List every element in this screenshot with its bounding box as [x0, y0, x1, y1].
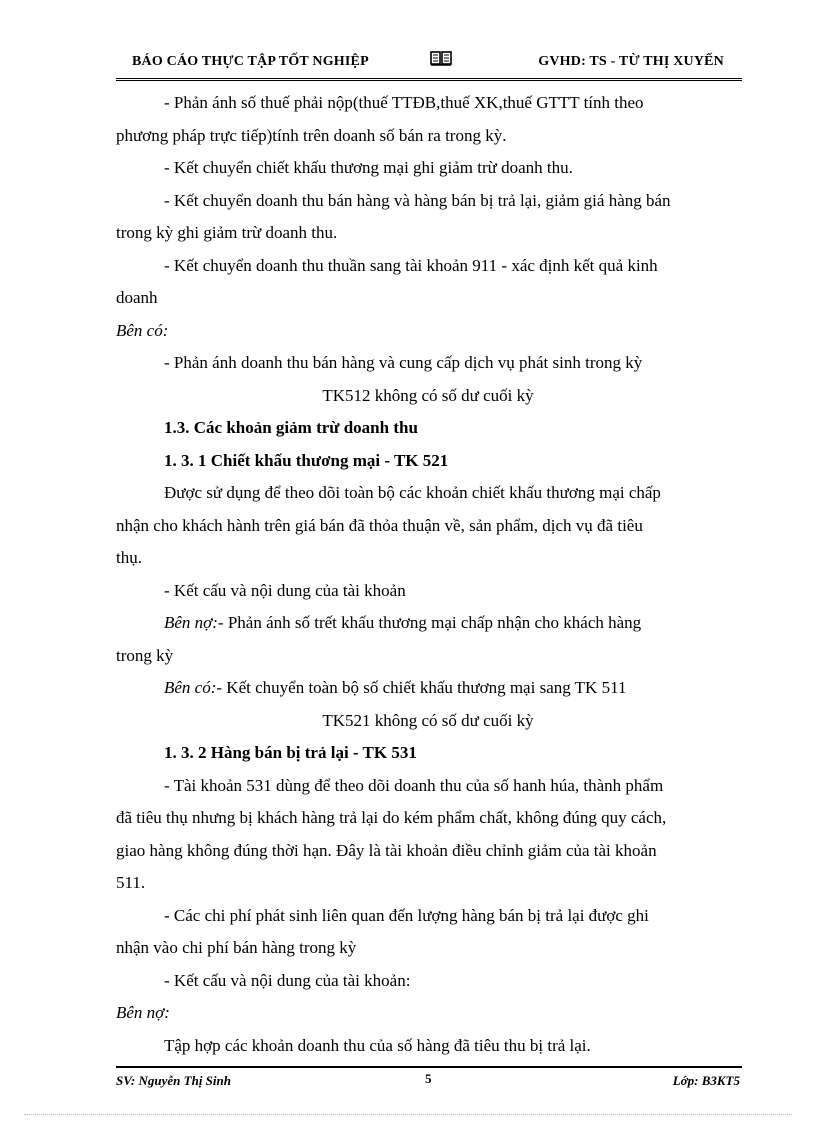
subheading-ben-no: Bên nợ:: [116, 1003, 170, 1022]
book-icon: [430, 50, 452, 66]
text-line: - Kết cấu và nội dung của tài khoản: [164, 581, 406, 600]
text-line: - Kết chuyển chiết khấu thương mại ghi giảm trừ doanh thu.: [164, 158, 573, 177]
text-line: 511.: [116, 873, 146, 892]
page-number: 5: [425, 1071, 432, 1086]
text-line: - Phản ánh số thuế phải nộp(thuế TTĐB,thuế XK,thuế GTTT tính theo: [164, 93, 644, 112]
text-line: - Các chi phí phát sinh liên quan đến lượng hàng bán bị trả lại được ghi: [164, 906, 649, 925]
text-line: - Kết chuyển doanh thu bán hàng và hàng bán bị trả lại, giảm giá hàng bán: [164, 191, 671, 210]
footer-student: SV: Nguyễn Thị Sinh: [116, 1073, 231, 1088]
subheading-ben-co: Bên có:: [164, 678, 217, 697]
text-line: trong kỳ: [116, 646, 174, 665]
text-span: - Phản ánh số trết khấu thương mại chấp nhận cho khách hàng: [217, 613, 642, 632]
page-bottom-divider: [24, 1114, 792, 1115]
text-line: thụ.: [116, 548, 142, 567]
text-line: [164, 612, 740, 634]
text-line: trong kỳ ghi giảm trừ doanh thu.: [116, 223, 338, 242]
section-heading: 1. 3. 2 Hàng bán bị trả lại - TK 531: [164, 743, 417, 762]
text-line: đã tiêu thụ nhưng bị khách hàng trả lại do kém phẩm chất, không đúng quy cách,: [116, 808, 667, 827]
text-line: nhận vào chi phí bán hàng trong kỳ: [116, 938, 357, 957]
header-report-title: BÁO CÁO THỰC TẬP TỐT NGHIỆP: [132, 54, 369, 69]
text-line: nhận cho khách hành trên giá bán đã thỏa thuận về, sản phẩm, dịch vụ đã tiêu: [116, 516, 643, 535]
text-line: giao hàng không đúng thời hạn. Đây là tài khoản điều chỉnh giảm của tài khoản: [116, 841, 657, 860]
section-heading: 1.3. Các khoản giảm trừ doanh thu: [164, 418, 418, 437]
text-line: phương pháp trực tiếp)tính trên doanh số bán ra trong kỳ.: [116, 126, 507, 145]
page-header: [116, 46, 742, 81]
footer-class: Lớp: B3KT5: [672, 1073, 740, 1088]
text-line: doanh: [116, 288, 158, 307]
text-line: - Kết cấu và nội dung của tài khoản:: [164, 971, 411, 990]
text-line: - Kết chuyển doanh thu thuần sang tài khoản 911 - xác định kết quả kinh: [164, 256, 658, 275]
text-line: - Phản ánh doanh thu bán hàng và cung cấp dịch vụ phát sinh trong kỳ: [164, 353, 643, 372]
text-span: - Kết chuyển toàn bộ số chiết khấu thương mại sang TK 511: [216, 678, 627, 697]
header-advisor: GVHD: TS - TỪ THỊ XUYẾN: [538, 54, 724, 69]
text-line: Tập hợp các khoản doanh thu của số hàng đã tiêu thu bị trả lại.: [164, 1036, 591, 1055]
text-line-centered: TK521 không có số dư cuối kỳ: [322, 711, 534, 730]
text-line: - Tài khoản 531 dùng để theo dõi doanh thu của số hanh húa, thành phẩm: [164, 776, 664, 795]
page-footer: [116, 1066, 742, 1092]
text-line-centered: TK512 không có số dư cuối kỳ: [322, 386, 534, 405]
subheading-ben-co: Bên có:: [116, 321, 169, 340]
text-line: Được sử dụng để theo dõi toàn bộ các khoản chiết khấu thương mại chấp: [164, 483, 661, 502]
subheading-ben-no: Bên nợ:: [164, 613, 218, 632]
text-line: [164, 677, 740, 699]
section-heading: 1. 3. 1 Chiết khấu thương mại - TK 521: [164, 451, 449, 470]
